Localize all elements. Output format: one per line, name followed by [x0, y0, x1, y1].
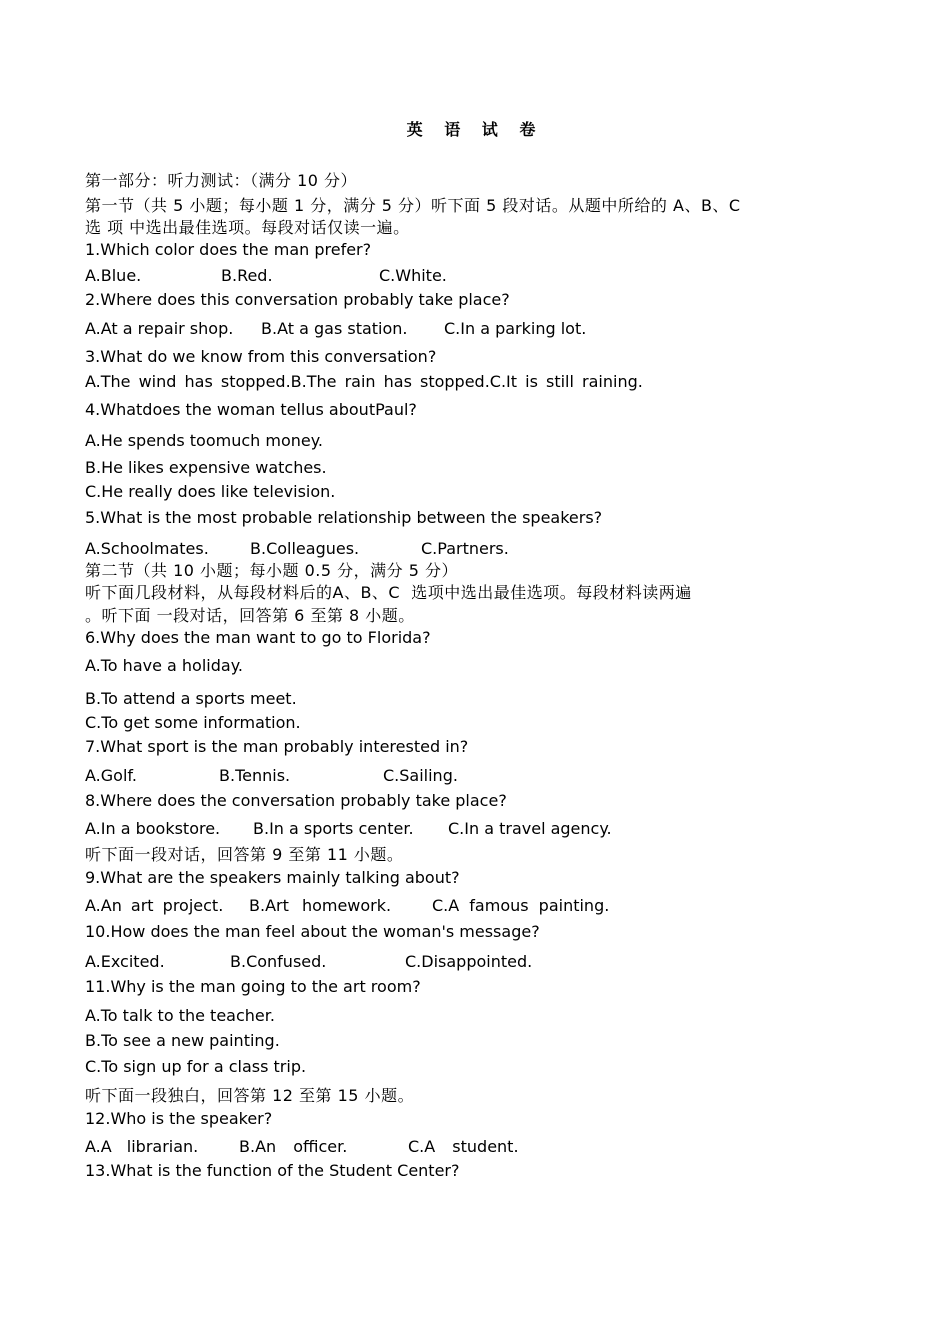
section1-instructions-line2: 选 项 中选出最佳选项。每段对话仅读一遍。	[85, 218, 410, 237]
question-9: 9.What are the speakers mainly talking about?	[85, 868, 460, 887]
instructions-9-11: 听下面一段对话，回答第 9 至第 11 小题。	[85, 845, 404, 864]
q9-option-a: A.An art project.	[85, 896, 224, 915]
q4-option-a: A.He spends toomuch money.	[85, 431, 323, 450]
question-10: 10.How does the man feel about the woman's message?	[85, 922, 540, 941]
q10-option-b: B.Confused.	[230, 952, 327, 971]
question-1: 1.Which color does the man prefer?	[85, 240, 372, 259]
q1-option-a: A.Blue.	[85, 266, 142, 285]
q4-option-b: B.He likes expensive watches.	[85, 458, 327, 477]
q5-option-c: C.Partners.	[421, 539, 509, 558]
question-7: 7.What sport is the man probably interested in?	[85, 737, 469, 756]
q11-option-a: A.To talk to the teacher.	[85, 1006, 275, 1025]
q1-option-c: C.White.	[379, 266, 447, 285]
section2-heading: 第二节（共 10 小题；每小题 0.5 分，满分 5 分）	[85, 561, 459, 580]
q12-option-c: C.A student.	[408, 1137, 519, 1156]
q10-option-a: A.Excited.	[85, 952, 165, 971]
section2-instructions-line2: 。听下面 一段对话，回答第 6 至第 8 小题。	[85, 606, 415, 625]
q7-option-b: B.Tennis.	[219, 766, 291, 785]
q6-option-b: B.To attend a sports meet.	[85, 689, 297, 708]
q8-option-a: A.In a bookstore.	[85, 819, 221, 838]
question-5: 5.What is the most probable relationship between the speakers?	[85, 508, 603, 527]
q10-option-c: C.Disappointed.	[405, 952, 533, 971]
part1-heading: 第一部分：听力测试：（满分 10 分）	[85, 171, 358, 190]
q2-option-a: A.At a repair shop.	[85, 319, 234, 338]
section1-instructions-line1: 第一节（共 5 小题；每小题 1 分，满分 5 分）听下面 5 段对话。从题中所给的 A、B、C	[85, 196, 741, 215]
q7-option-a: A.Golf.	[85, 766, 137, 785]
q2-option-c: C.In a parking lot.	[444, 319, 587, 338]
q2-option-b: B.At a gas station.	[261, 319, 408, 338]
q5-option-b: B.Colleagues.	[250, 539, 360, 558]
section2-instructions-line1: 听下面几段材料，从每段材料后的A、B、C 选项中选出最佳选项。每段材料读两遍	[85, 583, 692, 602]
q9-option-c: C.A famous painting.	[432, 896, 610, 915]
q8-option-b: B.In a sports center.	[253, 819, 414, 838]
instructions-12-15: 听下面一段独白，回答第 12 至第 15 小题。	[85, 1086, 415, 1105]
q12-option-a: A.A librarian.	[85, 1137, 199, 1156]
q11-option-c: C.To sign up for a class trip.	[85, 1057, 307, 1076]
q6-option-c: C.To get some information.	[85, 713, 301, 732]
question-13: 13.What is the function of the Student Center?	[85, 1161, 460, 1180]
question-11: 11.Why is the man going to the art room?	[85, 977, 421, 996]
question-4: 4.Whatdoes the woman tellus aboutPaul?	[85, 400, 417, 419]
question-2: 2.Where does this conversation probably take place?	[85, 290, 510, 309]
page-title: 英 语 试 卷	[406, 120, 544, 139]
q6-option-a: A.To have a holiday.	[85, 656, 243, 675]
q3-options: A.The wind has stopped.B.The rain has stopped.C.It is still raining.	[85, 372, 643, 391]
q11-option-b: B.To see a new painting.	[85, 1031, 280, 1050]
question-8: 8.Where does the conversation probably take place?	[85, 791, 507, 810]
question-3: 3.What do we know from this conversation?	[85, 347, 437, 366]
q1-option-b: B.Red.	[221, 266, 273, 285]
q8-option-c: C.In a travel agency.	[448, 819, 612, 838]
q4-option-c: C.He really does like television.	[85, 482, 336, 501]
q9-option-b: B.Art homework.	[249, 896, 392, 915]
q5-option-a: A.Schoolmates.	[85, 539, 209, 558]
question-6: 6.Why does the man want to go to Florida?	[85, 628, 431, 647]
question-12: 12.Who is the speaker?	[85, 1109, 273, 1128]
q12-option-b: B.An officer.	[239, 1137, 348, 1156]
q7-option-c: C.Sailing.	[383, 766, 458, 785]
